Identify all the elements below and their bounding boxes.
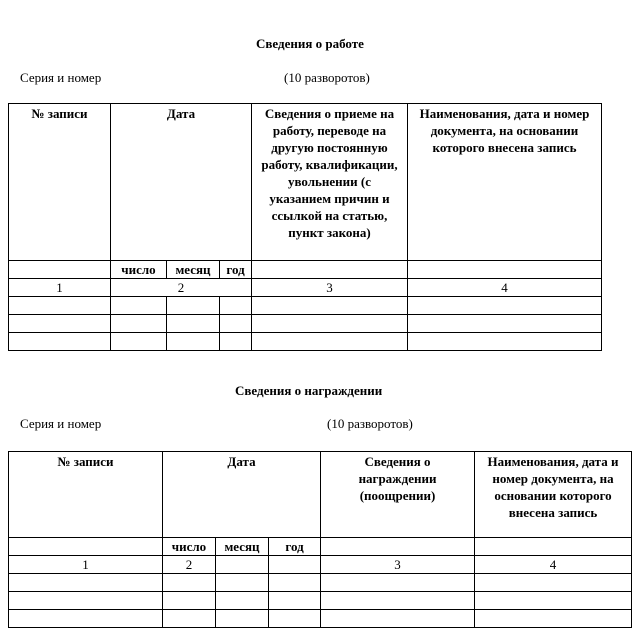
work-header-date: Дата	[111, 104, 252, 261]
work-sub-empty-3	[252, 261, 408, 279]
work-colnum-2: 2	[111, 279, 252, 297]
awards-empty-row	[9, 592, 632, 610]
work-spreads-label: (10 разворотов)	[284, 70, 370, 85]
awards-colnum-1: 1	[9, 556, 163, 574]
awards-spreads-label: (10 разворотов)	[327, 416, 413, 431]
work-empty-row	[9, 297, 602, 315]
awards-sub-empty-1	[9, 538, 163, 556]
work-sub-day: число	[111, 261, 167, 279]
work-empty-row	[9, 315, 602, 333]
awards-header-document: Наименования, дата и номер документа, на основании которого внесена запись	[475, 452, 632, 538]
awards-sub-year: год	[269, 538, 321, 556]
work-colnum-4: 4	[408, 279, 602, 297]
awards-sub-empty-3	[321, 538, 475, 556]
awards-colnum-4: 4	[475, 556, 632, 574]
work-section-title: Сведения о работе	[256, 36, 364, 51]
work-sub-year: год	[220, 261, 252, 279]
awards-sub-day: число	[163, 538, 216, 556]
awards-colnum-2: 2	[163, 556, 216, 574]
work-series-label: Серия и номер	[20, 70, 102, 85]
work-header-document: Наименования, дата и номер документа, на основании которого внесена запись	[408, 104, 602, 261]
awards-empty-row	[9, 574, 632, 592]
awards-header-record-number: № записи	[9, 452, 163, 538]
work-sub-month: месяц	[167, 261, 220, 279]
work-empty-row	[9, 333, 602, 351]
work-sub-empty-4	[408, 261, 602, 279]
work-sub-empty-1	[9, 261, 111, 279]
awards-series-label: Серия и номер	[20, 416, 102, 431]
work-header-record-number	[9, 104, 111, 261]
work-colnum-1: 1	[9, 279, 111, 297]
awards-sub-month: месяц	[216, 538, 269, 556]
awards-table	[8, 451, 632, 628]
awards-header-date: Дата	[163, 452, 321, 538]
awards-colnum-3: 3	[321, 556, 475, 574]
awards-empty-row	[9, 610, 632, 628]
work-header-record-number-text: № записи	[31, 106, 88, 121]
work-colnum-3: 3	[252, 279, 408, 297]
awards-section-title: Сведения о награждении	[235, 383, 383, 398]
work-table	[8, 103, 602, 351]
awards-header-info: Сведения о награждении (поощрении)	[321, 452, 475, 538]
awards-sub-empty-4	[475, 538, 632, 556]
work-header-info: Сведения о приеме на работу, переводе на другую постоянную работу, квалификации, увольнении (с указанием причин и ссылкой на статью, пункт закона)	[252, 104, 408, 261]
